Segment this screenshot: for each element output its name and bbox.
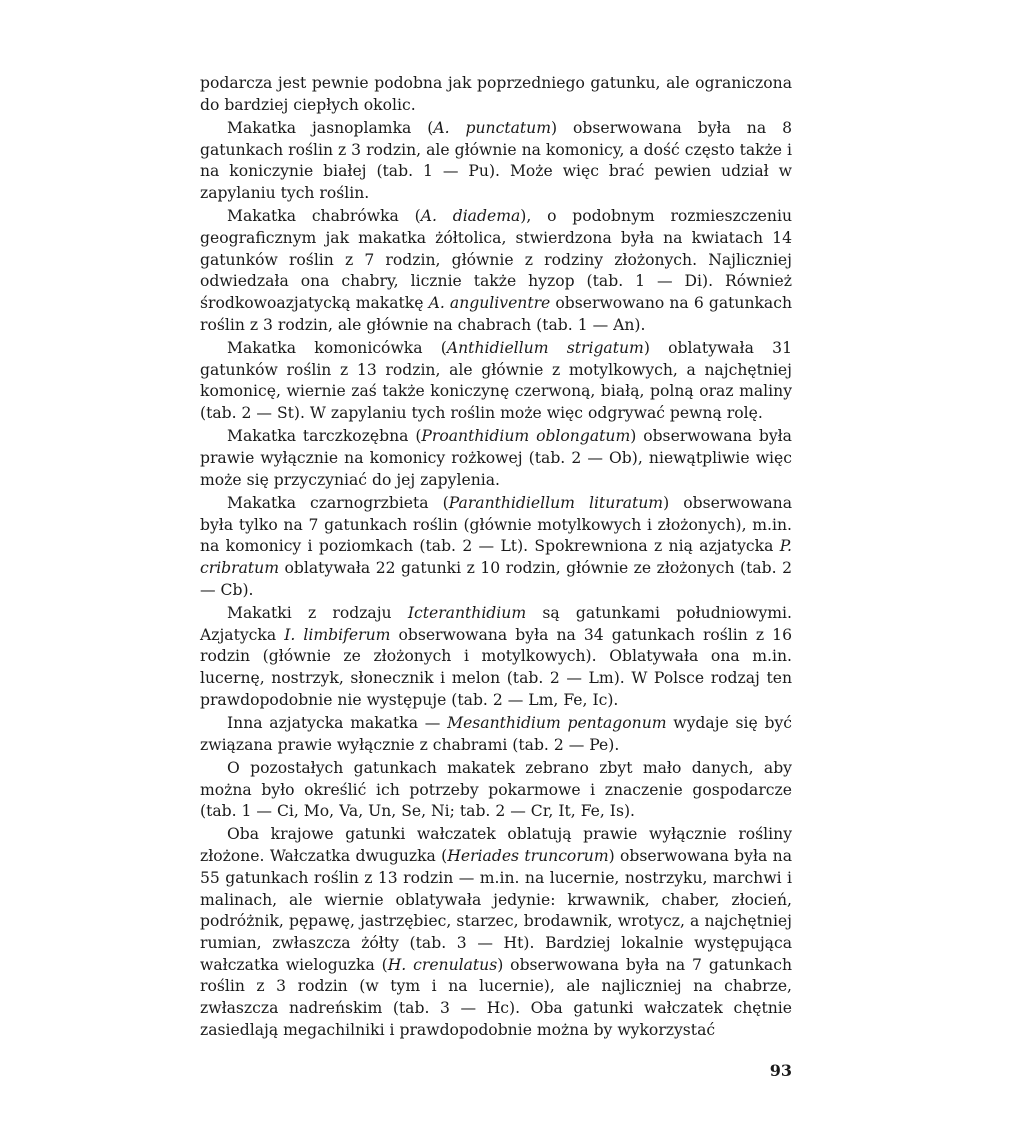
text-run: ) obserwowana była tylko na 7 gatunkach roślin (głównie motylkowych i złożonych), m.in. na komonicy i poziomkach (tab. 2 — Lt). Spokrewniona z nią azjatycka [200,493,792,556]
paragraph [200,493,792,602]
species-name: H. crenulatus [387,955,498,974]
species-name: Mesanthidium pentagonum [447,713,667,732]
species-name: A. punctatum [433,118,551,137]
text-run: ) obserwowana była prawie wyłącznie na komonicy rożkowej (tab. 2 — Ob), niewątpliwie więc może się przyczyniać do jej zapylenia. [200,427,792,489]
species-name: Anthidiellum strigatum [446,338,644,357]
species-name: A. anguliventre [428,294,551,313]
text-run: Makatki z rodzaju [227,603,408,622]
text-run: Makatka tarczkozębna ( [227,427,422,446]
text-run: ) obserwowana była na 8 gatunkach roślin z 3 rodzin, ale głównie na komonicy, a dość często także i na koniczynie białej (tab. 1 — Pu). Może więc brać pewien udział w zapylaniu tych roślin. [200,118,793,203]
text-run: ) obserwowana była na 55 gatunkach roślin z 13 rodzin — m.in. na lucernie, nostrzyku, marchwi i malinach, ale wiernie oblatywała jedynie: krwawnik, chaber, złocień, podróżnik, pępawę, jastrzębiec, starzec, brodawnik, wrotycz, a najchętniej rumian, zwłaszcza żółty (tab. 3 — Ht). Bardziej lokalnie występująca wałczatka wieloguzka ( [200,847,792,974]
text-run: podarcza jest pewnie podobna jak poprzedniego gatunku, ale ograniczona do bardziej ciepłych okolic. [200,74,792,114]
species-name: I. limbiferum [284,625,391,644]
species-name: A. diadema [420,207,521,226]
paragraph [200,824,792,1041]
text-run: oblatywała 22 gatunki z 10 rodzin, głównie ze złożonych (tab. 2 — Cb). [200,558,792,599]
text-run: ), o podobnym rozmieszczeniu geograficznym jak makatka żółtolica, stwierdzona była na kwiatach 14 gatunków roślin z 7 rodzin, głównie z rodziny złożonych. Najliczniej odwiedzała ona chabry, licznie także hyzop (tab. 1 — Di). Również środkowoazjatycką makatkę [200,207,792,313]
text-run: Makatka jasnoplamka ( [227,118,434,137]
paragraph [200,713,792,756]
text-run: Makatka chabrówka ( [227,207,421,226]
species-name: Icteranthidium [407,603,527,622]
paragraph [200,206,792,336]
paragraph [200,73,792,116]
text-run: ) oblatywała 31 gatunków roślin z 13 rodzin, ale głównie z motylkowych, a najchętniej komonicę, wiernie zaś także koniczynę czerwoną, białą, polną oraz maliny (tab. 2 — St). W zapylaniu tych roślin może więc odgrywać pewną rolę. [200,338,792,423]
text-run: Makatka czarnogrzbieta ( [227,493,449,512]
text-run: obserwowana była na 34 gatunkach roślin z 16 rodzin (głównie ze złożonych i motylkowych). Oblatywała ona m.in. lucernę, nostrzyk, słonecznik i melon (tab. 2 — Lm). W Polsce rodzaj ten prawdopodobnie nie występuje (tab. 2 — Lm, Fe, Ic). [200,625,792,709]
paragraph [200,338,792,425]
text-run: O pozostałych gatunkach makatek zebrano zbyt mało danych, aby można było określić ich potrzeby pokarmowe i znaczenie gospodarcze (tab. 1 — Ci, Mo, Va, Un, Se, Ni; tab. 2 — Cr, It, Fe, Is). [200,758,792,821]
paragraph [200,118,792,205]
text-run: ) obserwowana była na 7 gatunkach roślin z 3 rodzin (w tym i na lucernie), ale najliczniej na chabrze, zwłaszcza nadreńskim (tab. 3 — Hc). Oba gatunki wałczatek chętnie zasiedlają megachilniki i prawdopodobnie można by wykorzystać [200,955,792,1039]
text-run: Makatka komonicówka ( [227,338,447,357]
species-name: Paranthidiellum lituratum [448,493,664,512]
species-name: Proanthidium oblongatum [421,427,631,446]
body-text [200,73,792,1041]
paragraph [200,426,792,491]
text-run: wydaje się być związana prawie wyłącznie z chabrami (tab. 2 — Pe). [200,713,792,754]
page-number: 93 [769,1061,792,1080]
text-run: Oba krajowe gatunki wałczatek oblatują prawie wyłącznie rośliny złożone. Wałczatka dwuguzka ( [200,825,792,866]
text-run: obserwowano na 6 gatunkach roślin z 3 rodzin, ale głównie na chabrach (tab. 1 — An). [200,294,793,334]
text-run: są gatunkami południowymi. Azjatycka [200,603,792,644]
text-run: Inna azjatycka makatka — [227,713,448,732]
paragraph [200,603,792,712]
species-name: P. cribratum [200,537,792,577]
paragraph [200,758,792,823]
species-name: Heriades truncorum [447,847,609,866]
